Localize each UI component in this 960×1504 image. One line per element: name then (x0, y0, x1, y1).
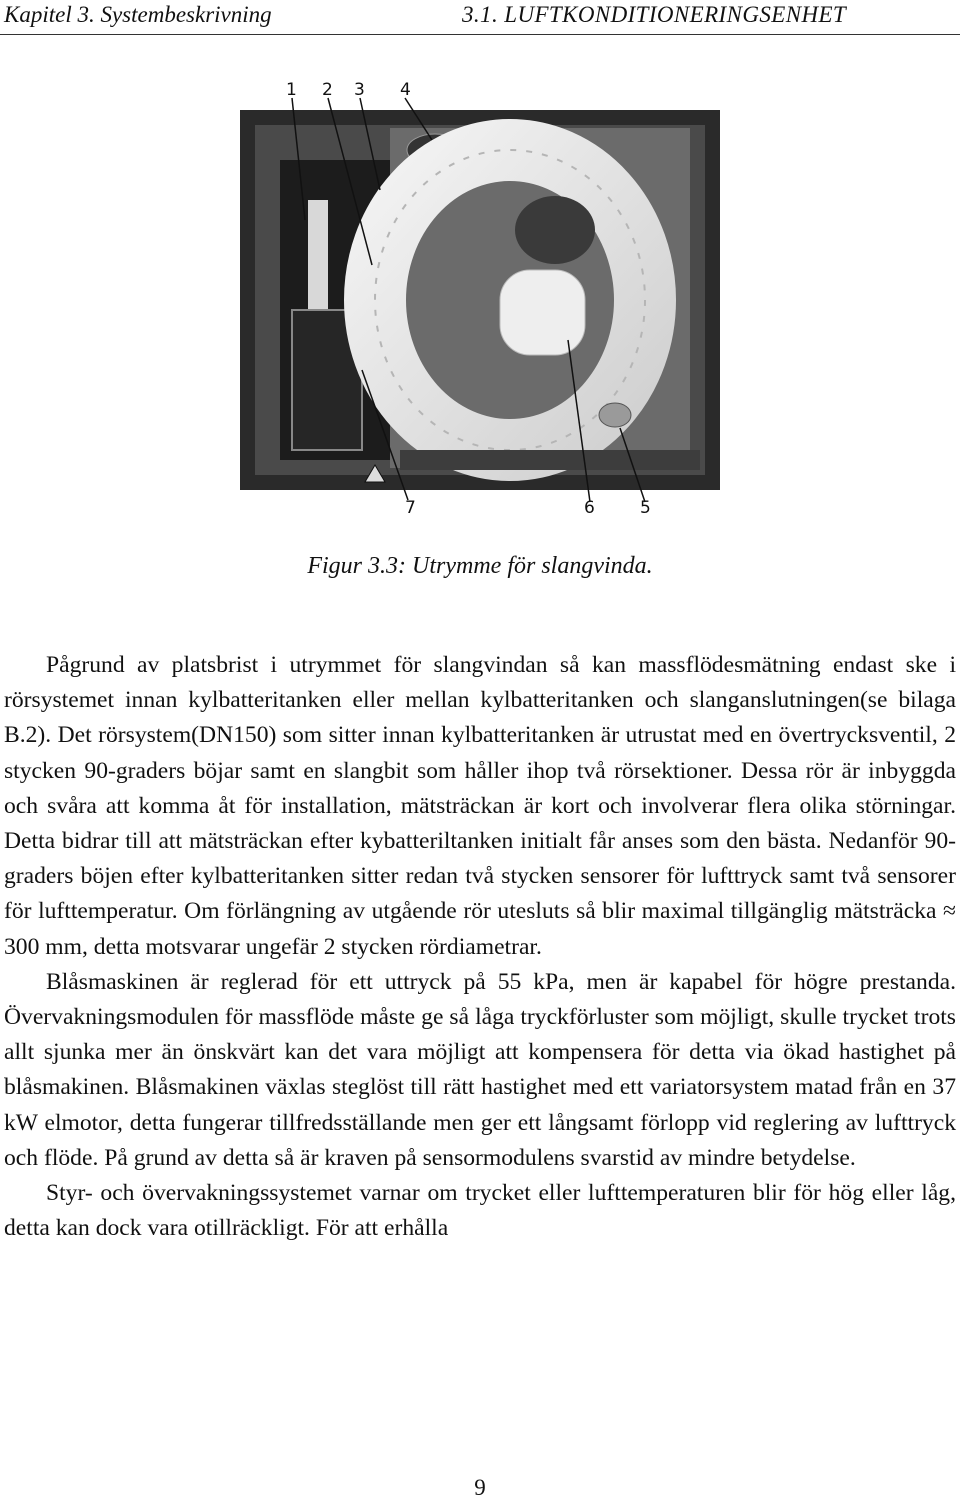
callout-5: 5 (640, 498, 651, 518)
running-header (0, 0, 960, 34)
figure-caption: Figur 3.3: Utrymme för slangvinda. (307, 553, 653, 579)
header-rule (0, 34, 960, 35)
figure-photo (200, 70, 760, 540)
callout-3: 3 (354, 80, 365, 100)
callout-4: 4 (400, 80, 411, 100)
paragraph-3: Styr- och övervakningssystemet varnar om trycket eller lufttemperaturen blir för hög eller låg, detta kan dock vara otillräckligt. För att erhålla (4, 1180, 956, 1242)
callout-7: 7 (405, 498, 416, 518)
inner-pipe (515, 196, 595, 264)
hose-elbow (500, 270, 585, 355)
body-text (4, 648, 956, 1246)
photo-illustration (200, 70, 760, 540)
header-chapter: Kapitel 3. Systembeskrivning (4, 2, 272, 27)
flow-gauge (308, 200, 328, 310)
callout-1: 1 (286, 80, 297, 100)
callout-6: 6 (584, 498, 595, 518)
floor-rail (400, 450, 700, 470)
paragraph-2: Blåsmaskinen är reglerad för ett uttryck på 55 kPa, men är kapabel för högre prestanda. Övervakningsmodulen för massflöde måste ge så låga tryckförluster som möjligt, skulle trycket trots allt sjunka mer än önskvärt kan det vara möjligt att kompensera för detta via ökad hastighet på blåsmakinen. Blåsmakinen växlas steglöst till rätt hastighet med ett variatorsystem matad från en 37 kW elmotor, detta fungerar tillfredsställande men ger ett långsamt förlopp vid reglering av lufttryck och flöde. På grund av detta så är kraven på sensormodulens svarstid av mindre betydelse. (4, 968, 956, 1171)
paragraph-1: Pågrund av platsbrist i utrymmet för slangvindan så kan massflödesmätning endast ske i rörsystemet innan kylbatteritanken eller mellan kylbatteritanken och slanganslutningen(se bilaga B.2). Det rörsystem(DN150) som sitter innan kylbatteritanken är utrustat med en övertrycksventil, 2 stycken 90-graders böjar samt en slangbit som håller ihop två rörsektioner. Dessa rör är inbyggda och svåra att komma åt för installation, mätsträckan är kort och involverar flera olika störningar. Detta bidrar till att mätsträckan efter kybatteriltanken initialt får anses som den bästa. Nedanför 90-graders böjen efter kylbatteritanken sitter redan två stycken sensorer för lufttryck samt två sensorer för lufttemperatur. Om förlängning av utgående rör utesluts så blir maximal tillgänglig mätsträcka ≈ 300 mm, detta motsvarar ungefär 2 stycken rördiametrar. (4, 652, 956, 960)
page-number: 9 (474, 1475, 486, 1500)
callout-2: 2 (322, 80, 333, 100)
header-section: 3.1. LUFTKONDITIONERINGSENHET (462, 2, 847, 27)
pipe-outlet (599, 403, 631, 427)
